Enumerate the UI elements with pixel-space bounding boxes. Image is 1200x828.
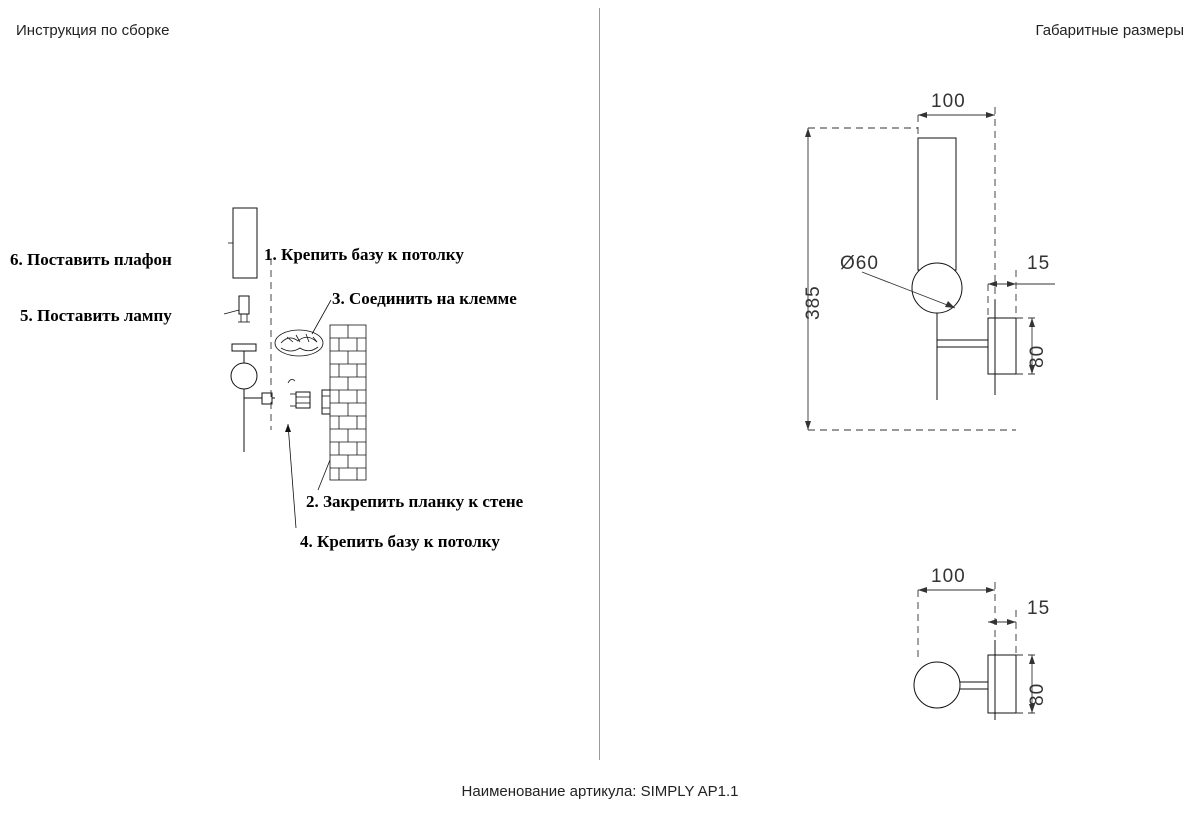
dim-top-bracket-height-80: 80 — [1027, 682, 1048, 706]
dim-front-bracket-depth-15: 15 — [1027, 253, 1051, 274]
dim-sphere-diameter-60: Ø60 — [840, 253, 879, 274]
dim-front-height-385: 385 — [803, 285, 824, 320]
assembly-drawing-svg — [0, 0, 600, 760]
step-label-2: 2. Закрепить планку к стене — [306, 492, 524, 511]
dimension-diagram — [600, 0, 1200, 760]
assembly-diagram — [0, 0, 600, 760]
assembly-instruction-title: Инструкция по сборке — [16, 22, 170, 39]
step-label-6: 6. Поставить плафон — [10, 250, 172, 269]
dim-front-width-100: 100 — [931, 91, 966, 112]
step-label-5: 5. Поставить лампу — [20, 306, 172, 325]
step-label-1: 1. Крепить базу к потолку — [264, 245, 464, 264]
dim-top-bracket-depth-15: 15 — [1027, 598, 1051, 619]
dim-front-bracket-height-80: 80 — [1027, 344, 1048, 368]
article-name-label: Наименование артикула: SIMPLY AP1.1 — [461, 783, 739, 800]
step-label-3: 3. Соединить на клемме — [332, 289, 517, 308]
step-label-4: 4. Крепить базу к потолку — [300, 532, 500, 551]
dim-top-width-100: 100 — [931, 566, 966, 587]
dimension-drawing-svg — [600, 0, 1200, 760]
overall-dimensions-title: Габаритные размеры — [1035, 22, 1184, 39]
